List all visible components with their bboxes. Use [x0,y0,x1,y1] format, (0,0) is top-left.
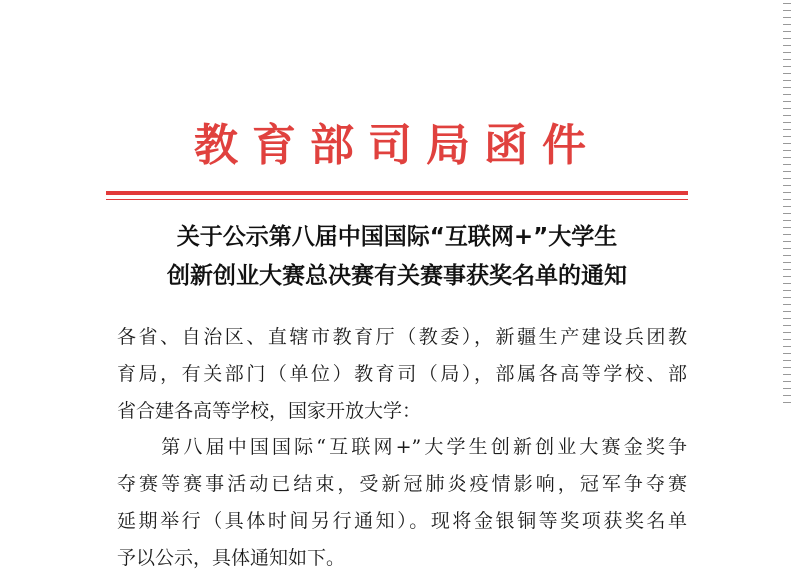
body-line-1: 各省、自治区、直辖市教育厅（教委），新疆生产建设兵团教 [117,326,687,348]
body-line-3: 省合建各高等学校，国家开放大学： [117,400,422,422]
body-line-5: 夺赛等赛事活动已结束，受新冠肺炎疫情影响，冠军争夺赛 [117,473,687,495]
notice-title-line-2: 创新创业大赛总决赛有关赛事获奖名单的通知 [167,263,627,289]
body-line-6: 延期举行（具体时间另行通知）。现将金银铜等奖项获奖名单 [117,510,687,532]
scan-edge-marks [783,0,794,585]
body-line-4: 第八届中国国际“互联网+”大学生创新创业大赛金奖争 [117,436,687,458]
letterhead-rule-thick [106,191,688,195]
letterhead-rule-thin [106,199,688,200]
body-line-2: 育局，有关部门（单位）教育司（局），部属各高等学校、部 [117,363,687,385]
letterhead-title: 教育部司局函件 [194,120,600,171]
notice-title-line-1: 关于公示第八届中国国际“互联网+”大学生 [176,224,618,250]
body-line-7: 予以公示，具体通知如下。 [117,547,346,569]
